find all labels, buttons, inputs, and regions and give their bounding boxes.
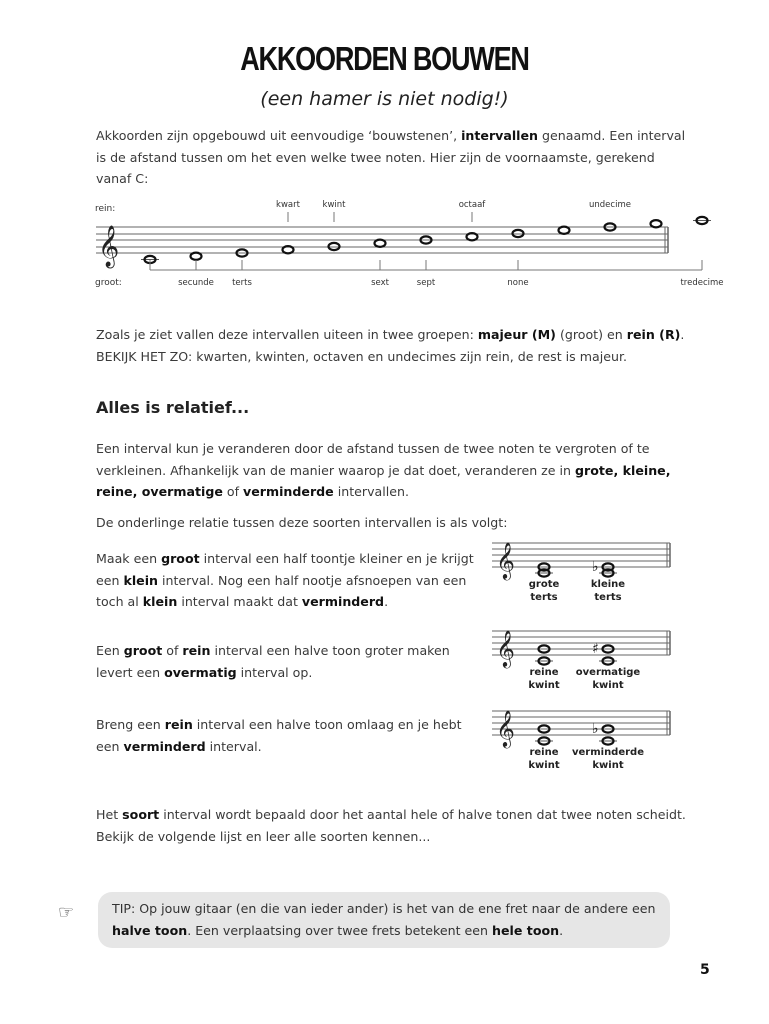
- section-heading: Alles is relatief...: [96, 398, 250, 417]
- text: Maak een: [96, 551, 162, 566]
- interval-caption: verminderde: [571, 747, 645, 758]
- bold-term: soort: [122, 807, 160, 822]
- sharp-icon: ♯: [592, 641, 599, 657]
- text: intervallen.: [333, 484, 409, 499]
- bold-term: hele toon: [492, 922, 560, 938]
- bold-term: rein: [164, 717, 193, 732]
- note-g: [651, 220, 662, 227]
- soort-paragraph: [96, 804, 686, 847]
- text: Een: [96, 643, 124, 658]
- note-a: [375, 240, 386, 247]
- groot-row-label: groot:: [95, 278, 122, 288]
- page-title: AKKOORDEN BOUWEN: [240, 40, 529, 77]
- example-text-1: [96, 548, 481, 613]
- text: Akkoorden zijn opgebouwd uit eenvoudige ‘bouwstenen’,: [96, 128, 462, 143]
- bold-term: verminderd: [301, 594, 385, 609]
- example-staff-1: [488, 535, 678, 615]
- text: .: [680, 327, 685, 342]
- interval-label-bottom: sext: [371, 278, 389, 288]
- interval-label-bottom: terts: [232, 278, 252, 288]
- top-labels: [276, 200, 631, 222]
- text: Een interval kun je veranderen door de afstand tussen de twee noten te vergroten of te verkleinen. Afhankelijk van de manier waarop je dat doet, veranderen ze in: [96, 441, 650, 478]
- note-f: [283, 246, 294, 253]
- interval-caption: kwint: [592, 680, 624, 691]
- bold-term: overmatig: [164, 664, 237, 680]
- treble-clef-icon: 𝄞: [496, 709, 515, 747]
- interval-caption: terts: [594, 592, 622, 603]
- treble-clef-icon: 𝄞: [496, 541, 515, 579]
- relatief-paragraph: [96, 438, 686, 503]
- interval-label-top: octaaf: [458, 200, 486, 210]
- interval-label-top: kwint: [322, 200, 346, 210]
- text: . Een verplaatsing over twee frets betekent een: [187, 922, 493, 938]
- note-c: [467, 233, 478, 240]
- text: interval maakt dat: [177, 594, 302, 609]
- treble-clef-icon: 𝄞: [496, 629, 515, 667]
- interval-label-top: undecime: [589, 200, 631, 210]
- interval-caption: kwint: [528, 760, 560, 771]
- flat-icon: ♭: [592, 559, 599, 575]
- bold-term: groot: [161, 551, 200, 566]
- text: TIP: Op jouw gitaar (en die van ieder ander) is het van de ene fret naar de andere een: [112, 901, 656, 916]
- interval-label-bottom: tredecime: [680, 278, 724, 288]
- bold-term: intervallen: [461, 128, 538, 143]
- example-text-2: [96, 640, 481, 683]
- interval-label-top: kwart: [276, 200, 300, 210]
- bold-term: grote, kleine, reine, overmatige: [96, 462, 671, 499]
- interval-caption: kwint: [528, 680, 560, 691]
- pointing-hand-icon: ☞: [58, 902, 75, 923]
- text: .: [559, 922, 564, 938]
- text: of: [162, 643, 183, 658]
- text: interval. Nog een half nootje afsnoepen van een toch al: [96, 572, 467, 609]
- bold-term: rein: [182, 643, 211, 658]
- text: interval wordt bepaald door het aantal hele of halve tonen dat twee noten scheidt. Bekijk de volgende lijst en leer alle soorten kennen...: [96, 807, 686, 844]
- text: interval een half toontje kleiner en je krijgt een: [96, 551, 474, 588]
- text: genaamd. Een interval is de afstand tussen om het even welke twee noten. Hier zijn de voornaamste, gerekend vanaf C:: [96, 128, 686, 186]
- page-subtitle: (een hamer is niet nodig!): [260, 88, 509, 110]
- flat-icon: ♭: [592, 721, 599, 737]
- bold-term: rein (R): [626, 327, 681, 342]
- interval-label-bottom: none: [507, 278, 529, 288]
- tip-box: [98, 892, 670, 948]
- relatie-intro: De onderlinge relatie tussen deze soorten intervallen is als volgt:: [96, 515, 508, 530]
- bold-term: klein: [142, 594, 178, 609]
- tip-text: [112, 898, 662, 941]
- bold-term: groot: [123, 643, 163, 658]
- interval-caption: kleine: [590, 579, 626, 590]
- rein-row-label: rein:: [95, 204, 116, 214]
- bottom-labels: [150, 260, 724, 288]
- interval-label-bottom: sept: [416, 278, 436, 288]
- text: interval op.: [236, 664, 313, 680]
- bold-term: halve toon: [112, 922, 188, 938]
- text: BEKIJK HET ZO: kwarten, kwinten, octaven en undecimes zijn rein, de rest is majeur.: [96, 348, 627, 364]
- example-staff-2: [488, 623, 678, 703]
- interval-caption: terts: [530, 592, 558, 603]
- note-e: [559, 227, 570, 234]
- interval-staff: [90, 190, 724, 300]
- text: interval een halve toon omlaag en je hebt een: [96, 717, 462, 754]
- note-d: [191, 253, 202, 260]
- treble-clef-icon: 𝄞: [98, 226, 120, 267]
- example-text-3: [96, 714, 481, 757]
- intro-paragraph: [96, 125, 686, 190]
- text: Zoals je ziet vallen deze intervallen uiteen in twee groepen:: [96, 327, 478, 342]
- example-staff-3: [488, 703, 678, 783]
- text: of: [222, 484, 244, 499]
- text: Breng een: [96, 717, 165, 732]
- groups-paragraph: [96, 324, 686, 367]
- interval-caption: reine: [529, 667, 559, 678]
- bold-term: majeur (M): [477, 327, 556, 342]
- bold-term: verminderd: [123, 738, 206, 754]
- bold-term: verminderde: [243, 484, 334, 499]
- interval-caption: grote: [528, 579, 560, 590]
- text: interval.: [205, 738, 262, 754]
- text: Het: [96, 807, 123, 822]
- page-number: 5: [700, 962, 710, 978]
- interval-caption: kwint: [592, 760, 624, 771]
- interval-label-bottom: secunde: [178, 278, 214, 288]
- text: (groot) en: [555, 327, 627, 342]
- bold-term: klein: [123, 572, 159, 588]
- text: interval een halve toon groter maken levert een: [96, 643, 450, 680]
- text: .: [384, 594, 389, 609]
- interval-caption: overmatige: [575, 667, 641, 678]
- interval-caption: reine: [529, 747, 559, 758]
